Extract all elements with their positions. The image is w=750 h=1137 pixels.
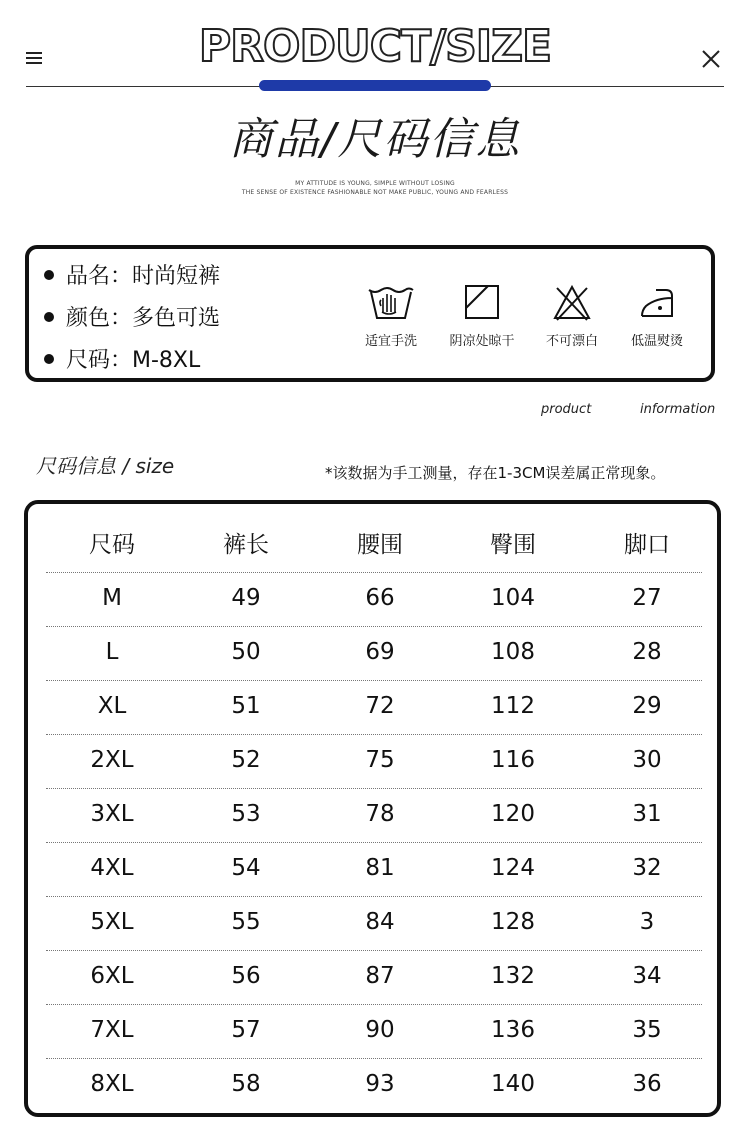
- table-cell: 120: [491, 801, 535, 827]
- table-cell: 34: [632, 963, 662, 989]
- table-cell: 108: [491, 639, 535, 665]
- table-cell: 30: [632, 747, 662, 773]
- table-cell: 54: [231, 855, 261, 881]
- table-cell: 6XL: [90, 963, 134, 989]
- size-heading: 尺码信息 / size: [36, 454, 175, 478]
- row-divider: [46, 788, 702, 789]
- table-cell: 84: [365, 909, 395, 935]
- table-cell: 90: [365, 1017, 395, 1043]
- table-header-cell: 裤长: [223, 532, 269, 558]
- measurement-note: *该数据为手工测量，存在1-3CM误差属正常现象。: [325, 464, 666, 482]
- care-label: 阴凉处晾干: [449, 334, 515, 349]
- table-cell: XL: [97, 693, 127, 719]
- section-title: 商品/尺码信息: [228, 114, 522, 165]
- table-cell: 35: [632, 1017, 662, 1043]
- table-cell: 112: [491, 693, 535, 719]
- table-cell: 31: [632, 801, 662, 827]
- motto-line-1: MY ATTITUDE IS YOUNG, SIMPLE WITHOUT LOSING: [295, 180, 455, 187]
- info-size-text: 尺码：M-8XL: [66, 348, 201, 373]
- table-cell: 50: [231, 639, 261, 665]
- table-cell: 27: [632, 585, 662, 611]
- row-divider: [46, 842, 702, 843]
- row-divider: [46, 680, 702, 681]
- table-header-cell: 臀围: [490, 532, 536, 558]
- table-header-cell: 腰围: [357, 532, 403, 558]
- info-color-text: 颜色：多色可选: [66, 306, 221, 331]
- table-cell: 136: [491, 1017, 535, 1043]
- row-divider: [46, 950, 702, 951]
- row-divider: [46, 572, 702, 573]
- table-header-cell: 脚口: [624, 532, 670, 558]
- table-cell: 81: [365, 855, 395, 881]
- table-cell: 56: [231, 963, 261, 989]
- table-cell: 93: [365, 1071, 395, 1097]
- table-cell: 52: [231, 747, 261, 773]
- table-cell: 75: [365, 747, 395, 773]
- row-divider: [46, 734, 702, 735]
- care-label: 适宜手洗: [364, 334, 417, 349]
- table-cell: 57: [231, 1017, 261, 1043]
- care-label: 低温熨烫: [630, 334, 683, 349]
- table-cell: 29: [632, 693, 662, 719]
- table-cell: 32: [632, 855, 662, 881]
- table-cell: 132: [491, 963, 535, 989]
- table-cell: 49: [231, 585, 261, 611]
- row-divider: [46, 1004, 702, 1005]
- table-cell: 104: [491, 585, 535, 611]
- table-cell: 3XL: [90, 801, 134, 827]
- motto-line-2: THE SENSE OF EXISTENCE FASHIONABLE NOT MAKE PUBLIC, YOUNG AND FEARLESS: [241, 189, 509, 196]
- table-cell: 72: [365, 693, 395, 719]
- table-cell: 69: [365, 639, 395, 665]
- page-title: PRODUCT/SIZE: [198, 21, 552, 72]
- table-cell: 5XL: [90, 909, 134, 935]
- table-cell: 53: [231, 801, 261, 827]
- table-cell: 116: [491, 747, 535, 773]
- row-divider: [46, 626, 702, 627]
- table-cell: 7XL: [90, 1017, 134, 1043]
- table-cell: 87: [365, 963, 395, 989]
- table-cell: 124: [491, 855, 535, 881]
- table-cell: 28: [632, 639, 662, 665]
- table-cell: 58: [231, 1071, 261, 1097]
- table-cell: 51: [231, 693, 261, 719]
- table-cell: 2XL: [90, 747, 134, 773]
- table-cell: 8XL: [90, 1071, 134, 1097]
- table-cell: 3: [639, 909, 655, 935]
- row-divider: [46, 896, 702, 897]
- information-tag: information: [640, 402, 716, 417]
- table-cell: 55: [231, 909, 261, 935]
- info-name-text: 品名：时尚短裤: [66, 264, 221, 289]
- table-cell: 36: [632, 1071, 662, 1097]
- care-label: 不可漂白: [545, 334, 598, 349]
- product-tag: product: [541, 402, 592, 417]
- table-cell: 78: [365, 801, 395, 827]
- table-cell: 66: [365, 585, 395, 611]
- table-cell: 128: [491, 909, 535, 935]
- row-divider: [46, 1058, 702, 1059]
- table-header-cell: 尺码: [89, 532, 135, 558]
- table-cell: L: [105, 639, 119, 665]
- table-cell: M: [102, 585, 122, 611]
- table-cell: 4XL: [90, 855, 134, 881]
- table-cell: 140: [491, 1071, 535, 1097]
